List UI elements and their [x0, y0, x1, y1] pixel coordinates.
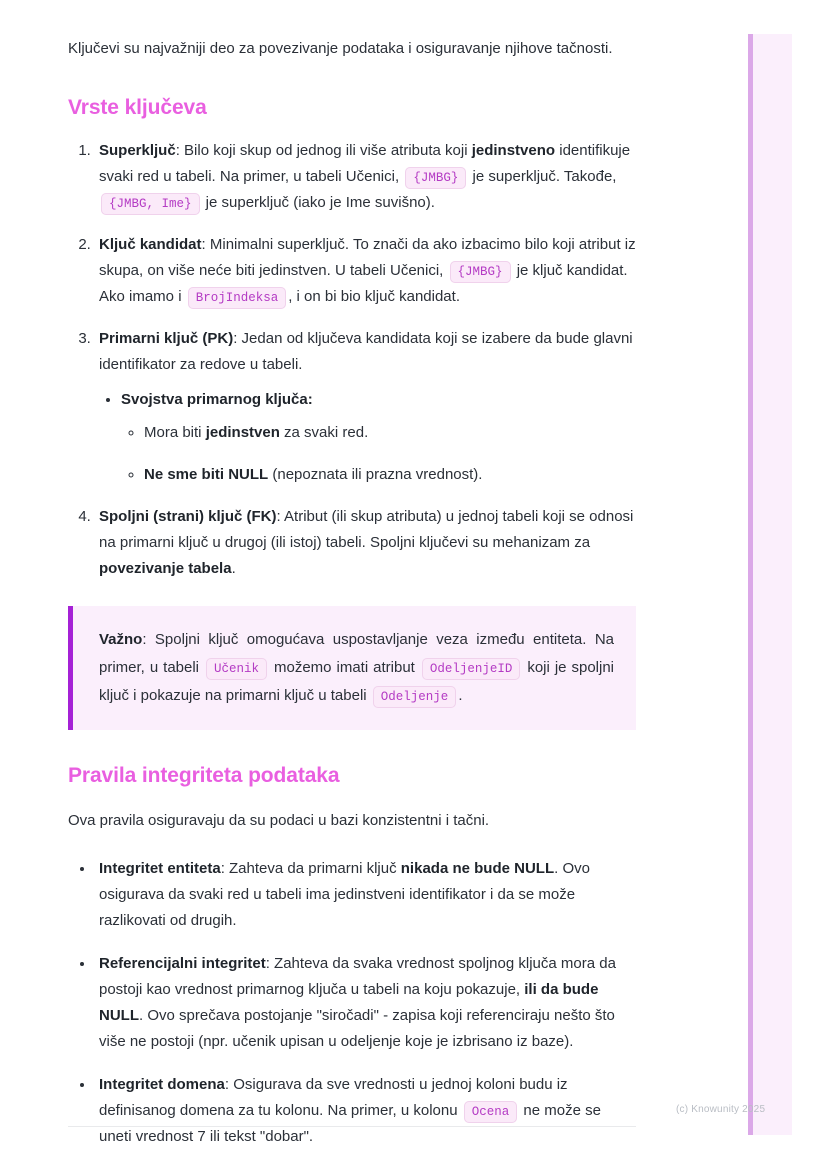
page-title-pravila-integriteta: Pravila integriteta podataka	[68, 764, 340, 787]
intro-paragraph: Ključevi su najvažniji deo za povezivanje podataka i osiguravanje njihove tačnosti.	[68, 40, 613, 57]
list-item-text: : Atribut (ili skup atributa) u jednoj tabeli koji se odnosi na primarni ključ u drugoj (ili istoj) tabeli. Spoljni ključevi su mehanizam za	[99, 508, 634, 551]
list-item-text: Mora biti	[144, 424, 206, 441]
list-item-text: : Osigurava da sve vrednosti u jednoj koloni budu iz definisanog domena za tu kolonu. Na primer, u kolonu	[99, 1076, 568, 1119]
list-item-emphasis: jedinstven	[205, 424, 280, 441]
list-item-text: je ključ kandidat. Ako imamo i	[99, 262, 628, 305]
important-callout	[68, 606, 636, 730]
callout-text-part: možemo imati atribut	[269, 659, 420, 676]
callout-text	[99, 626, 614, 710]
list-item-text: : Jedan od ključeva kandidata koji se izabere da bude glavni identifikator za redove u tabeli.	[99, 330, 633, 373]
document-content	[68, 36, 636, 1150]
sub-list-heading: Svojstva primarnog ključa:	[121, 391, 313, 408]
list-item-term: Integritet domena	[99, 1076, 225, 1093]
list-item-term: Spoljni (strani) ključ (FK)	[99, 508, 277, 525]
list-item	[95, 1072, 636, 1150]
list-item-text: je superključ. Takođe,	[468, 168, 617, 185]
list-item-text: je superključ (iako je Ime suvišno).	[201, 194, 435, 211]
list-item-term: Superključ	[99, 142, 176, 159]
decorative-side-strip	[748, 34, 792, 1135]
code-chip: Ocena	[464, 1101, 518, 1123]
callout-label: Važno	[99, 631, 143, 648]
code-chip: {JMBG, Ime}	[101, 193, 200, 215]
page-title-vrste-kljuceva: Vrste ključeva	[68, 96, 207, 119]
list-item-term: Primarni ključ (PK)	[99, 330, 234, 347]
list-item-emphasis: ili da bude NULL	[99, 981, 599, 1024]
footer-divider	[68, 1126, 636, 1127]
list-item-term: Ključ kandidat	[99, 236, 202, 253]
list-item-text: , i on bi bio ključ kandidat.	[288, 288, 460, 305]
list-item-text: .	[231, 560, 236, 577]
list-item	[144, 462, 636, 488]
list-item-text: : Zahteva da svaka vrednost spoljnog ključa mora da postoji kao vrednost primarnog ključa u tabeli na koju pokazuje,	[99, 955, 616, 998]
list-item-term: Referencijalni integritet	[99, 955, 266, 972]
callout-text-part: : Spoljni ključ omogućava uspostavljanje veza između entiteta. Na primer, u tabeli	[99, 631, 614, 676]
list-item-emphasis: Ne sme biti NULL	[144, 466, 269, 483]
list-item-emphasis: povezivanje tabela	[99, 560, 232, 577]
integrity-rules-list	[68, 856, 636, 1150]
code-chip: {JMBG}	[450, 261, 511, 283]
code-chip: Odeljenje	[373, 686, 457, 708]
list-item	[144, 420, 636, 446]
list-item-text: : Minimalni superključ. To znači da ako izbacimo bilo koji atribut iz skupa, on više neće biti jedinstven. U tabeli Učenici,	[99, 236, 636, 279]
list-item-text: . Ovo sprečava postojanje "siročadi" - zapisa koji referenciraju nešto što više ne postoji (npr. učenik upisan u odeljenje koje je izbrisano iz baze).	[99, 1007, 615, 1050]
list-item	[95, 232, 636, 310]
primary-key-properties-list	[99, 387, 636, 488]
list-item-text: : Zahteva da primarni ključ	[220, 860, 401, 877]
list-item	[95, 856, 636, 934]
list-item-emphasis: jedinstveno	[471, 142, 556, 159]
code-chip: Učenik	[206, 658, 267, 680]
code-chip: OdeljenjeID	[422, 658, 521, 680]
callout-text-part: .	[458, 687, 463, 704]
list-item-emphasis: nikada ne bude NULL	[400, 860, 555, 877]
list-item-text: identifikuje svaki red u tabeli. Na primer, u tabeli Učenici,	[99, 142, 631, 185]
code-chip: {JMBG}	[405, 167, 466, 189]
list-item-text: za svaki red.	[279, 424, 369, 441]
primary-key-properties-sublist	[121, 420, 636, 488]
list-item-text: . Ovo osigurava da svaki red u tabeli ima jedinstveni identifikator i da se može razlikovati od drugih.	[99, 860, 590, 929]
callout-text-part: koji je spoljni ključ i pokazuje na primarni ključ u tabeli	[99, 659, 614, 704]
code-chip: BrojIndeksa	[188, 287, 287, 309]
list-item-term: Integritet entiteta	[99, 860, 221, 877]
list-item	[95, 504, 636, 582]
integrity-intro-paragraph: Ova pravila osiguravaju da su podaci u bazi konzistentni i tačni.	[68, 812, 490, 829]
list-item	[95, 326, 636, 488]
list-item-text: : Bilo koji skup od jednog ili više atributa koji	[175, 142, 472, 159]
key-types-list	[68, 138, 636, 582]
list-item	[95, 951, 636, 1055]
list-item-text: ne može se uneti vrednost 7 ili tekst "dobar".	[99, 1102, 601, 1145]
list-item	[121, 387, 636, 488]
copyright-watermark: (c) Knowunity 2025	[676, 1104, 766, 1115]
list-item	[95, 138, 636, 216]
list-item-text: (nepoznata ili prazna vrednost).	[268, 466, 483, 483]
